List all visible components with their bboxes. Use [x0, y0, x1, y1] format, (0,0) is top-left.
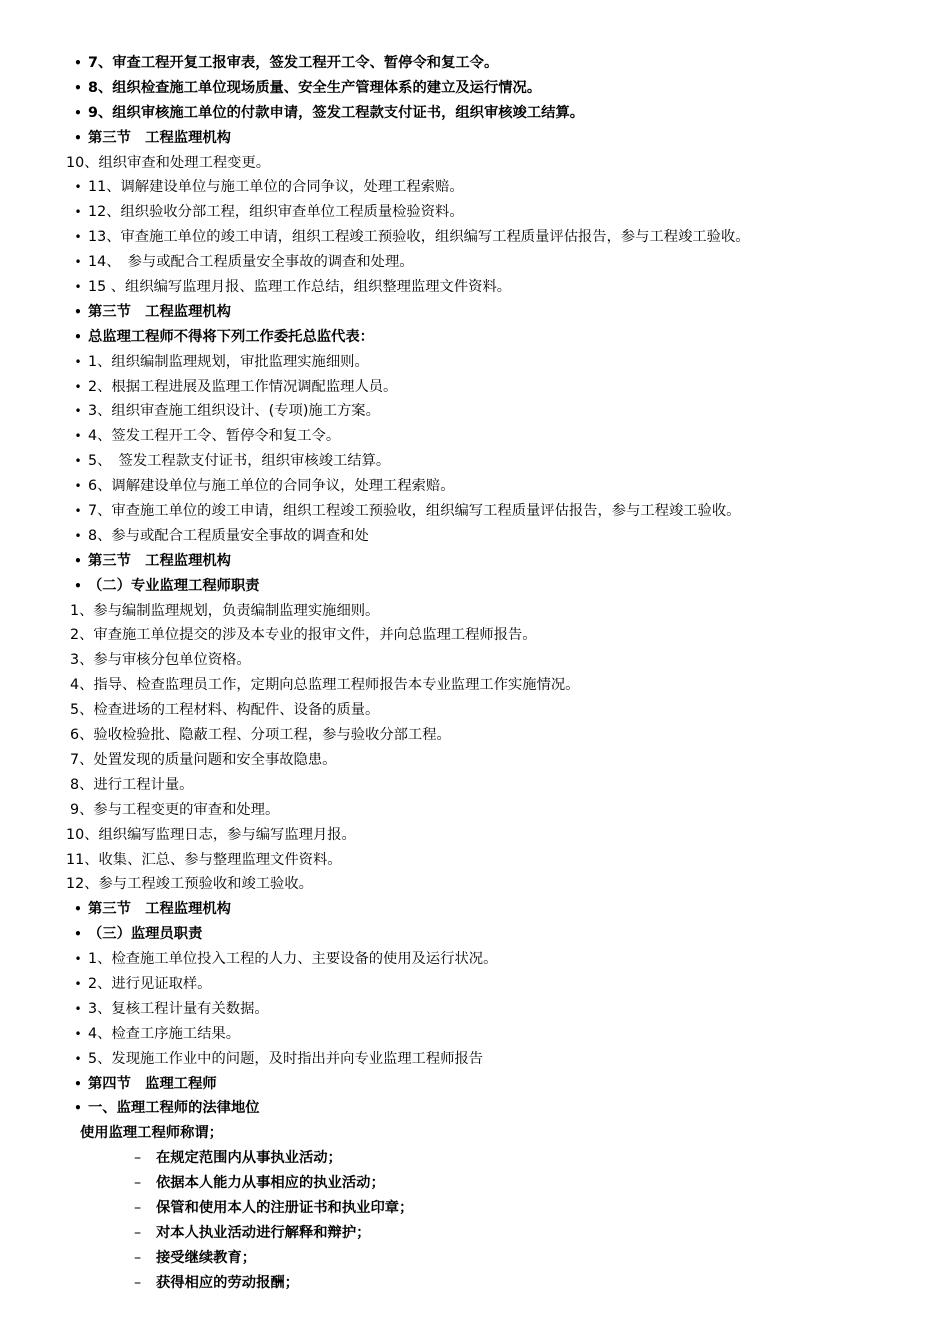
- line-text: 13、审查施工单位的竣工申请，组织工程竣工预验收，组织编写工程质量评估报告，参与工程竣工验收。: [88, 229, 750, 246]
- line-text: 对本人执业活动进行解释和辩护；: [156, 1224, 371, 1241]
- section-heading: [0, 300, 950, 325]
- plain-line: [0, 151, 950, 176]
- line-text: 7、处置发现的质量问题和安全事故隐患。: [70, 751, 337, 768]
- line-text: 9、组织审核施工单位的付款申请，签发工程款支付证书，组织审核竣工结算。: [88, 104, 585, 121]
- bullet-line: [0, 250, 950, 275]
- line-text: 3、复核工程计量有关数据。: [88, 1000, 269, 1017]
- line-text: 11、收集、汇总、参与整理监理文件资料。: [66, 851, 342, 868]
- bullet-icon: •: [74, 429, 82, 444]
- line-text: 5、 签发工程款支付证书，组织审核竣工结算。: [88, 453, 391, 470]
- dash-icon: –: [134, 1175, 142, 1192]
- line-text: （三）监理员职责: [88, 926, 203, 943]
- line-text: 4、检查工序施工结果。: [88, 1025, 241, 1042]
- line-text: 4、签发工程开工令、暂停令和复工令。: [88, 428, 341, 445]
- bullet-icon: •: [74, 255, 82, 270]
- line-text: 6、调解建设单位与施工单位的合同争议，处理工程索赔。: [88, 478, 455, 495]
- line-text: 依据本人能力从事相应的执业活动；: [156, 1175, 385, 1192]
- dash-line: [0, 1221, 950, 1246]
- bullet-icon: •: [74, 80, 82, 95]
- line-text: 8、组织检查施工单位现场质量、安全生产管理体系的建立及运行情况。: [88, 79, 542, 96]
- line-text: 接受继续教育；: [156, 1249, 257, 1266]
- bullet-line: [0, 524, 950, 549]
- bullet-line: [0, 375, 950, 400]
- dash-line: [0, 1171, 950, 1196]
- plain-line: [0, 848, 950, 873]
- bullet-icon: •: [74, 553, 82, 568]
- dash-line: [0, 1246, 950, 1271]
- line-text: 总监理工程师不得将下列工作委托总监代表：: [88, 328, 374, 345]
- line-text: 12、组织验收分部工程，组织审查单位工程质量检验资料。: [88, 204, 464, 221]
- plain-line: [0, 1121, 950, 1146]
- bullet-line: [0, 474, 950, 499]
- line-text: 使用监理工程师称谓；: [80, 1125, 223, 1142]
- line-text: 一、监理工程师的法律地位: [88, 1100, 260, 1117]
- bullet-icon: •: [74, 1076, 82, 1091]
- line-text: 11、调解建设单位与施工单位的合同争议，处理工程索赔。: [88, 179, 464, 196]
- plain-line: [0, 773, 950, 798]
- dash-line: [0, 1271, 950, 1296]
- line-text: 第四节 监理工程师: [88, 1075, 217, 1092]
- bullet-icon: •: [74, 902, 82, 917]
- bullet-icon: •: [74, 56, 82, 70]
- bullet-icon: •: [74, 976, 82, 991]
- line-text: 3、参与审核分包单位资格。: [70, 652, 251, 669]
- line-text: 7、审查工程开复工报审表，签发工程开工令、暂停令和复工令。: [88, 55, 499, 71]
- line-text: 1、参与编制监理规划，负责编制监理实施细则。: [70, 602, 380, 619]
- bullet-icon: •: [74, 1051, 82, 1066]
- bullet-icon: •: [74, 1001, 82, 1016]
- line-text: 7、审查施工单位的竣工申请，组织工程竣工预验收，组织编写工程质量评估报告，参与工程竣工验收。: [88, 503, 741, 520]
- bullet-icon: •: [74, 404, 82, 419]
- bullet-line: [0, 275, 950, 300]
- bullet-line: [0, 922, 950, 947]
- plain-line: [0, 599, 950, 624]
- line-text: 1、组织编制监理规划，审批监理实施细则。: [88, 353, 369, 370]
- bullet-icon: •: [74, 329, 82, 344]
- bullet-line: [0, 101, 950, 126]
- line-text: 15 、组织编写监理月报、监理工作总结，组织整理监理文件资料。: [88, 279, 512, 296]
- plain-line: [0, 798, 950, 823]
- bullet-line: [0, 325, 950, 350]
- bullet-line: [0, 499, 950, 524]
- bullet-icon: •: [74, 504, 82, 519]
- bullet-icon: •: [74, 528, 82, 543]
- bullet-line: [0, 76, 950, 101]
- bullet-line: [0, 424, 950, 449]
- bullet-icon: •: [74, 105, 82, 120]
- line-text: 2、进行见证取样。: [88, 975, 212, 992]
- line-text: 3、组织审查施工组织设计、(专项)施工方案。: [88, 403, 380, 420]
- line-text: 6、验收检验批、隐蔽工程、分项工程，参与验收分部工程。: [70, 727, 451, 744]
- bullet-icon: •: [74, 354, 82, 369]
- section-heading: [0, 1072, 950, 1097]
- bullet-line: [0, 1047, 950, 1072]
- line-text: 2、审查施工单位提交的涉及本专业的报审文件，并向总监理工程师报告。: [70, 627, 537, 644]
- bullet-line: [0, 1096, 950, 1121]
- bullet-icon: •: [74, 578, 82, 593]
- section-heading: [0, 126, 950, 151]
- dash-line: [0, 1146, 950, 1171]
- line-text: 10、组织审查和处理工程变更。: [66, 154, 271, 171]
- plain-line: [0, 823, 950, 848]
- line-text: 第三节 工程监理机构: [88, 901, 231, 918]
- bullet-icon: •: [74, 230, 82, 245]
- line-text: 第三节 工程监理机构: [88, 552, 231, 569]
- bullet-icon: •: [74, 952, 82, 967]
- bullet-icon: •: [74, 479, 82, 494]
- bullet-icon: •: [74, 1101, 82, 1116]
- bullet-line: [0, 175, 950, 200]
- line-text: （二）专业监理工程师职责: [88, 577, 260, 594]
- line-text: 2、根据工程进展及监理工作情况调配监理人员。: [88, 378, 398, 395]
- section-heading: [0, 549, 950, 574]
- plain-line: [0, 648, 950, 673]
- line-text: 8、进行工程计量。: [70, 776, 194, 793]
- line-text: 1、检查施工单位投入工程的人力、主要设备的使用及运行状况。: [88, 951, 498, 968]
- bullet-icon: •: [74, 379, 82, 394]
- bullet-line: [0, 1022, 950, 1047]
- dash-icon: –: [134, 1249, 142, 1266]
- line-text: 5、发现施工作业中的问题，及时指出并向专业监理工程师报告: [88, 1050, 484, 1067]
- bullet-line: [0, 449, 950, 474]
- plain-line: [0, 623, 950, 648]
- plain-line: [0, 673, 950, 698]
- line-text: 12、参与工程竣工预验收和竣工验收。: [66, 876, 313, 893]
- dash-icon: –: [134, 1150, 142, 1167]
- plain-line: [0, 723, 950, 748]
- plain-line: [0, 872, 950, 897]
- line-text: 在规定范围内从事执业活动；: [156, 1150, 342, 1167]
- dash-line: [0, 1196, 950, 1221]
- bullet-line: [0, 51, 950, 76]
- bullet-line: [0, 200, 950, 225]
- line-text: 8、参与或配合工程质量安全事故的调查和处: [88, 527, 369, 544]
- bullet-line: [0, 399, 950, 424]
- line-text: 10、组织编写监理日志，参与编写监理月报。: [66, 826, 356, 843]
- plain-line: [0, 748, 950, 773]
- dash-icon: –: [134, 1274, 142, 1291]
- bullet-icon: •: [74, 180, 82, 195]
- bullet-icon: •: [74, 130, 82, 145]
- bullet-icon: •: [74, 454, 82, 469]
- line-text: 获得相应的劳动报酬；: [156, 1274, 299, 1291]
- bullet-icon: •: [74, 304, 82, 319]
- bullet-icon: •: [74, 1026, 82, 1041]
- dash-icon: –: [134, 1199, 142, 1216]
- line-text: 5、检查进场的工程材料、构配件、设备的质量。: [70, 702, 380, 719]
- line-text: 第三节 工程监理机构: [88, 303, 231, 320]
- plain-line: [0, 698, 950, 723]
- bullet-line: [0, 972, 950, 997]
- bullet-icon: •: [74, 927, 82, 942]
- bullet-icon: •: [74, 280, 82, 295]
- line-text: 保管和使用本人的注册证书和执业印章；: [156, 1199, 414, 1216]
- bullet-line: [0, 997, 950, 1022]
- dash-icon: –: [134, 1224, 142, 1241]
- bullet-line: [0, 225, 950, 250]
- bullet-line: [0, 574, 950, 599]
- bullet-line: [0, 350, 950, 375]
- line-text: 第三节 工程监理机构: [88, 129, 231, 146]
- line-text: 9、参与工程变更的审查和处理。: [70, 801, 280, 818]
- line-text: 14、 参与或配合工程质量安全事故的调查和处理。: [88, 254, 414, 271]
- bullet-icon: •: [74, 205, 82, 220]
- section-heading: [0, 897, 950, 922]
- line-text: 4、指导、检查监理员工作，定期向总监理工程师报告本专业监理工作实施情况。: [70, 677, 580, 694]
- bullet-line: [0, 947, 950, 972]
